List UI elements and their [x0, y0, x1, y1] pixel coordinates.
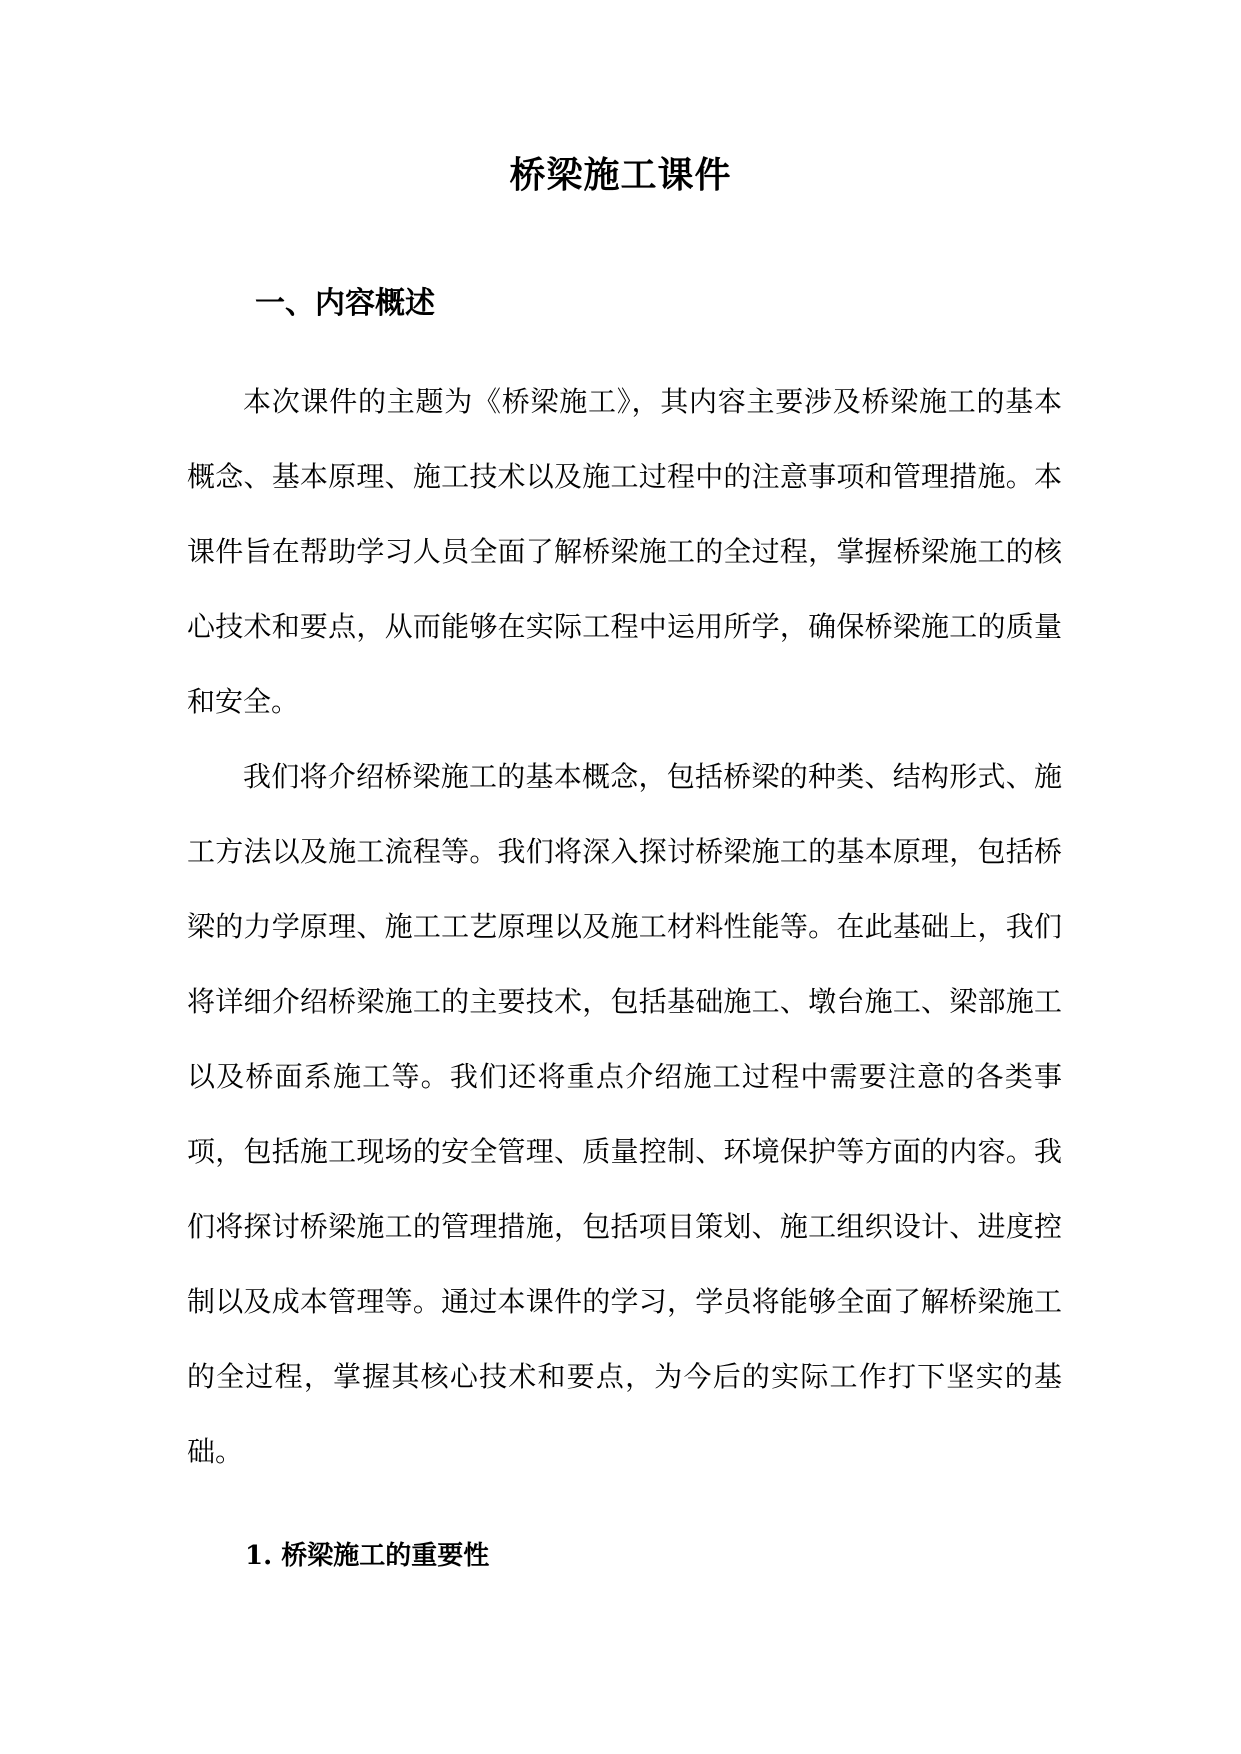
paragraph-overview: 本次课件的主题为《桥梁施工》，其内容主要涉及桥梁施工的基本概念、基本原理、施工技术以及施工过程中的注意事项和管理措施。本课件旨在帮助学习人员全面了解桥梁施工的全过程，掌握桥梁施工的核心技术和要点，从而能够在实际工程中运用所学，确保桥梁施工的质量和安全。	[187, 385, 1062, 718]
subsection-heading: 1. 桥梁施工的重要性	[245, 1541, 490, 1571]
document-title: 桥梁施工课件	[509, 154, 732, 196]
section-heading: 一、内容概述	[255, 286, 435, 321]
paragraph-details: 我们将介绍桥梁施工的基本概念，包括桥梁的种类、结构形式、施工方法以及施工流程等。我们将深入探讨桥梁施工的基本原理，包括桥梁的力学原理、施工工艺原理以及施工材料性能等。在此基础上，我们将详细介绍桥梁施工的主要技术，包括基础施工、墩台施工、梁部施工以及桥面系施工等。我们还将重点介绍施工过程中需要注意的各类事项，包括施工现场的安全管理、质量控制、环境保护等方面的内容。我们将探讨桥梁施工的管理措施，包括项目策划、施工组织设计、进度控制以及成本管理等。通过本课件的学习，学员将能够全面了解桥梁施工的全过程，掌握其核心技术和要点，为今后的实际工作打下坚实的基础。	[187, 760, 1062, 1468]
